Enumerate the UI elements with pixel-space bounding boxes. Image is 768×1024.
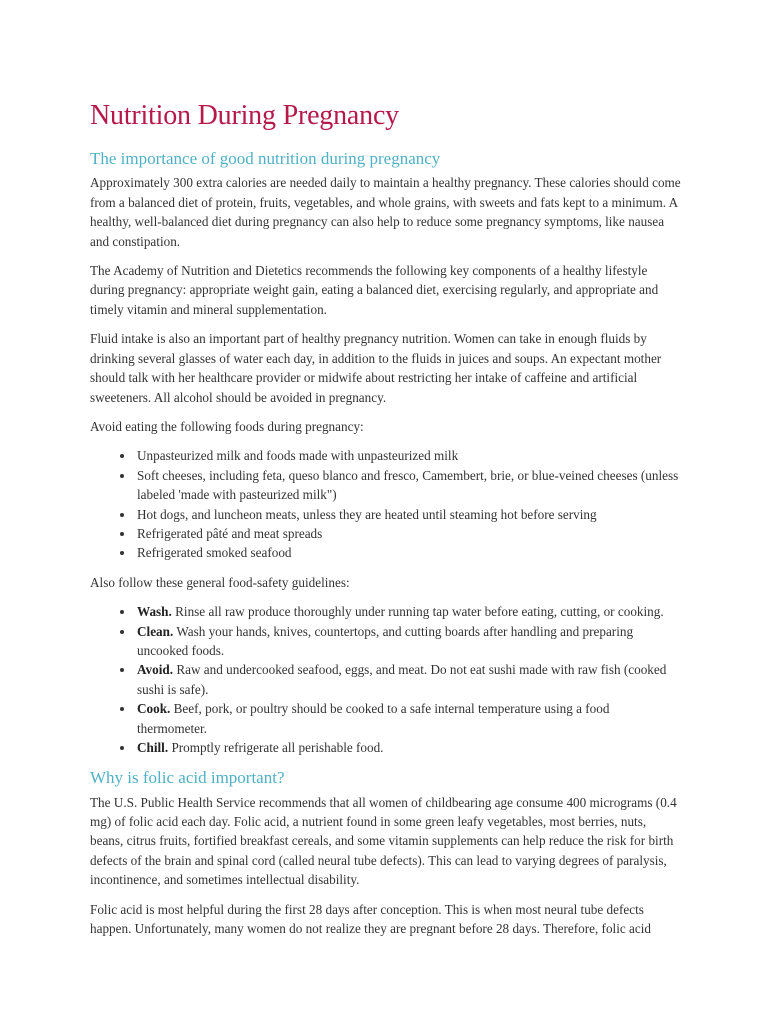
- paragraph-fluid-intake: Fluid intake is also an important part of healthy pregnancy nutrition. Women can take in enough fluids by drinking several glasses of water each day, in addition to the fluids in juices and soups. An expectant mother should talk with her healthcare provider or midwife about restricting her intake of caffeine and artificial sweeteners. All alcohol should be avoided in pregnancy.: [90, 331, 662, 405]
- guideline-term: Wash.: [137, 604, 172, 620]
- list-item: • Refrigerated smoked seafood: [135, 543, 682, 562]
- guideline-text: Promptly refrigerate all perishable food.: [168, 740, 384, 755]
- paragraph-calories: Approximately 300 extra calories are needed daily to maintain a healthy pregnancy. These calories should come from a balanced diet of protein, fruits, vegetables, and whole grains, with sweets and fats kept to a minimum. A healthy, well-balanced diet during pregnancy can also help to reduce some pregnancy symptoms, like nausea and constipation.: [90, 175, 681, 249]
- guideline-text: Beef, pork, or poultry should be cooked to a safe internal temperature using a food thermometer.: [137, 701, 610, 736]
- guideline-text: Rinse all raw produce thoroughly under running tap water before eating, cutting, or cooking.: [171, 604, 664, 620]
- guideline-term: Avoid.: [137, 662, 174, 678]
- section-heading-folic-acid: Why is folic acid important?: [90, 768, 285, 788]
- list-item: [135, 622, 682, 661]
- paragraph-folic-acid-timing: Folic acid is most helpful during the first 28 days after conception. This is when most neural tube defects happen. Unfortunately, many women do not realize they are pregnant before 28 days. Therefore, folic acid: [90, 901, 651, 937]
- food-safety-list: [90, 602, 682, 757]
- guideline-term: Clean.: [137, 623, 174, 639]
- list-item: • Refrigerated pâté and meat spreads: [135, 524, 682, 543]
- guideline-text: Raw and undercooked seafood, eggs, and meat. Do not eat sushi made with raw fish (cooked sushi is safe).: [137, 662, 667, 697]
- paragraph-academy: The Academy of Nutrition and Dietetics recommends the following key components of a healthy lifestyle during pregnancy: appropriate weight gain, eating a balanced diet, exercising regularly, and appropriate and timely vitamin and mineral supplementation.: [90, 263, 659, 317]
- document-page: [90, 100, 682, 949]
- guideline-term: Cook.: [137, 701, 171, 717]
- section-heading-nutrition: The importance of good nutrition during pregnancy: [90, 149, 441, 169]
- list-item: • Soft cheeses, including feta, queso blanco and fresco, Camembert, brie, or blue-veined cheeses (unless labeled 'made with pasteurized milk"): [135, 466, 682, 505]
- avoid-foods-list: [90, 446, 682, 562]
- list-item: [135, 660, 682, 699]
- paragraph-avoid-intro: Avoid eating the following foods during pregnancy:: [90, 418, 364, 434]
- paragraph-folic-acid-recommendation: The U.S. Public Health Service recommends that all women of childbearing age consume 400 micrograms (0.4 mg) of folic acid each day. Folic acid, a nutrient found in some green leafy vegetables, most berries, nuts, beans, citrus fruits, fortified breakfast cereals, and some vitamin supplements can help reduce the risk for birth defects of the brain and spinal cord (called neural tube defects). This can lead to varying degrees of paralysis, incontinence, and sometimes intellectual disability.: [90, 794, 677, 888]
- list-item: • Unpasteurized milk and foods made with unpasteurized milk: [135, 446, 682, 465]
- page-title: Nutrition During Pregnancy: [90, 100, 399, 131]
- guideline-term: Chill.: [137, 740, 169, 755]
- guideline-text: Wash your hands, knives, countertops, and cutting boards after handling and preparing uncooked foods.: [137, 623, 634, 658]
- list-item: [135, 699, 682, 738]
- list-item: [135, 602, 682, 621]
- list-item: • Hot dogs, and luncheon meats, unless they are heated until steaming hot before serving: [135, 505, 682, 524]
- list-item: [135, 738, 682, 757]
- paragraph-safety-intro: Also follow these general food-safety guidelines:: [90, 574, 350, 590]
